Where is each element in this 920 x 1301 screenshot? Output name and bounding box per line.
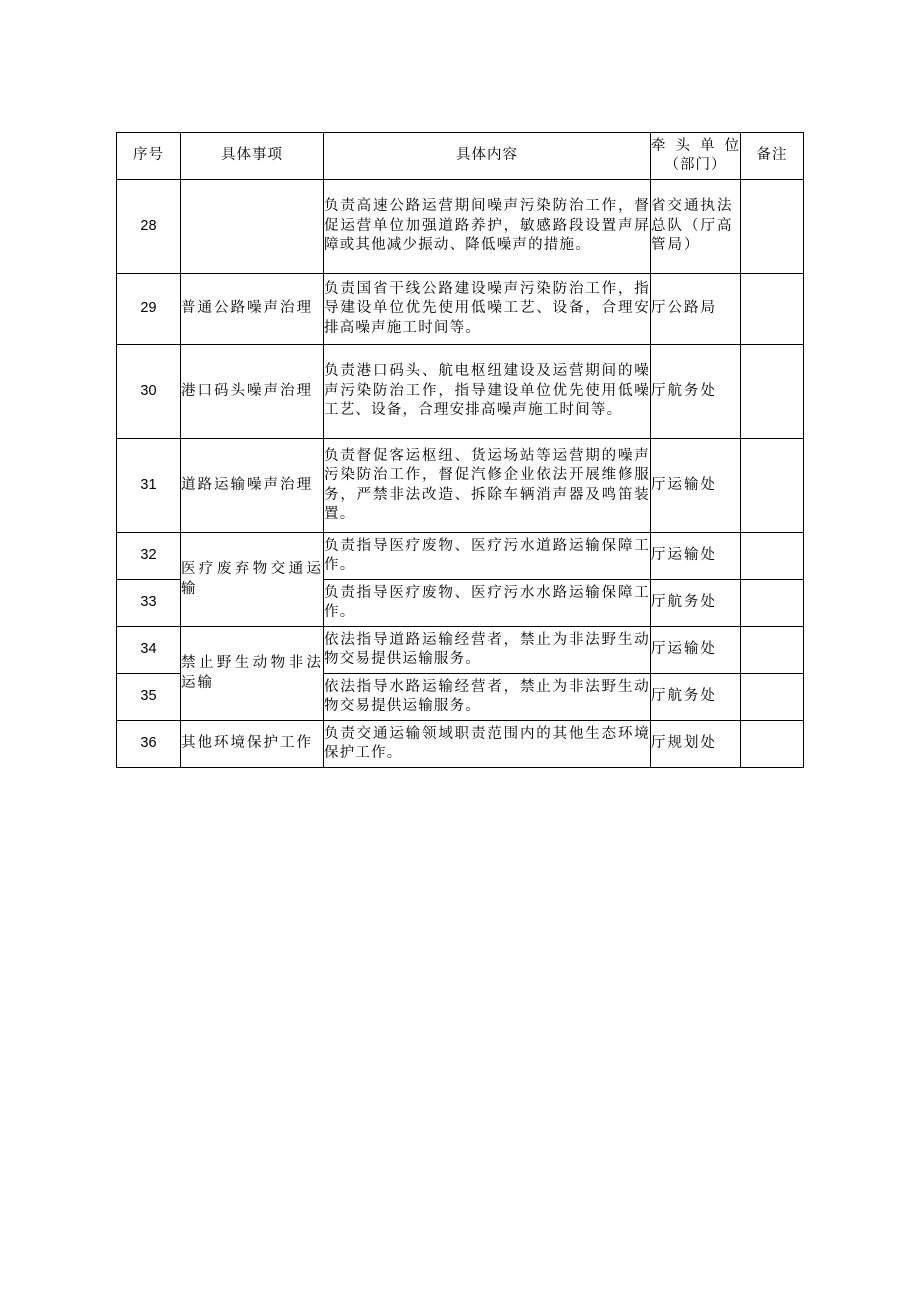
row-seq: 33 — [117, 580, 181, 627]
row-content: 负责高速公路运营期间噪声污染防治工作，督促运营单位加强道路养护，敏感路段设置声屏障或其他减少振动、降低噪声的措施。 — [324, 180, 651, 274]
table-row — [117, 533, 804, 580]
row-dept: 厅规划处 — [651, 721, 741, 768]
row-dept: 厅航务处 — [651, 674, 741, 721]
row-note — [741, 345, 804, 439]
row-note — [741, 180, 804, 274]
row-note — [741, 533, 804, 580]
row-note — [741, 580, 804, 627]
header-dept-line1: 牵头单位 — [651, 137, 740, 154]
row-content: 负责交通运输领域职责范围内的其他生态环境保护工作。 — [324, 721, 651, 768]
row-content: 负责督促客运枢纽、货运场站等运营期的噪声污染防治工作，督促汽修企业依法开展维修服务，严禁非法改造、拆除车辆消声器及鸣笛装置。 — [324, 439, 651, 533]
row-dept: 厅运输处 — [651, 439, 741, 533]
row-item — [181, 180, 324, 274]
row-content: 负责国省干线公路建设噪声污染防治工作，指导建设单位优先使用低噪工艺、设备，合理安排高噪声施工时间等。 — [324, 274, 651, 345]
row-seq: 29 — [117, 274, 181, 345]
row-item: 禁止野生动物非法运输 — [181, 627, 324, 721]
row-seq: 28 — [117, 180, 181, 274]
row-dept: 省交通执法总队（厅高管局） — [651, 180, 741, 274]
row-seq: 31 — [117, 439, 181, 533]
table-row — [117, 439, 804, 533]
row-item: 其他环境保护工作 — [181, 721, 324, 768]
table-row — [117, 274, 804, 345]
row-seq: 34 — [117, 627, 181, 674]
row-note — [741, 627, 804, 674]
row-dept: 厅航务处 — [651, 580, 741, 627]
header-item: 具体事项 — [181, 133, 324, 180]
row-dept: 厅公路局 — [651, 274, 741, 345]
header-note: 备注 — [741, 133, 804, 180]
row-seq: 35 — [117, 674, 181, 721]
row-item: 港口码头噪声治理 — [181, 345, 324, 439]
row-content: 依法指导水路运输经营者，禁止为非法野生动物交易提供运输服务。 — [324, 674, 651, 721]
row-item: 道路运输噪声治理 — [181, 439, 324, 533]
header-row — [117, 133, 804, 180]
row-note — [741, 721, 804, 768]
table-row — [117, 627, 804, 674]
row-content: 负责指导医疗废物、医疗污水水路运输保障工作。 — [324, 580, 651, 627]
row-note — [741, 439, 804, 533]
row-dept: 厅运输处 — [651, 627, 741, 674]
row-dept: 厅运输处 — [651, 533, 741, 580]
row-seq: 36 — [117, 721, 181, 768]
header-seq: 序号 — [117, 133, 181, 180]
table-row — [117, 345, 804, 439]
row-item: 普通公路噪声治理 — [181, 274, 324, 345]
row-note — [741, 274, 804, 345]
row-content: 依法指导道路运输经营者，禁止为非法野生动物交易提供运输服务。 — [324, 627, 651, 674]
row-note — [741, 674, 804, 721]
row-content: 负责港口码头、航电枢纽建设及运营期间的噪声污染防治工作，指导建设单位优先使用低噪工艺、设备，合理安排高噪声施工时间等。 — [324, 345, 651, 439]
header-dept-line2: （部门） — [664, 157, 727, 173]
header-content: 具体内容 — [324, 133, 651, 180]
row-seq: 32 — [117, 533, 181, 580]
row-seq: 30 — [117, 345, 181, 439]
header-dept — [651, 133, 741, 180]
row-item: 医疗废弃物交通运输 — [181, 533, 324, 627]
responsibility-table — [116, 132, 804, 768]
table-row — [117, 180, 804, 274]
row-content: 负责指导医疗废物、医疗污水道路运输保障工作。 — [324, 533, 651, 580]
table-row — [117, 721, 804, 768]
row-dept: 厅航务处 — [651, 345, 741, 439]
